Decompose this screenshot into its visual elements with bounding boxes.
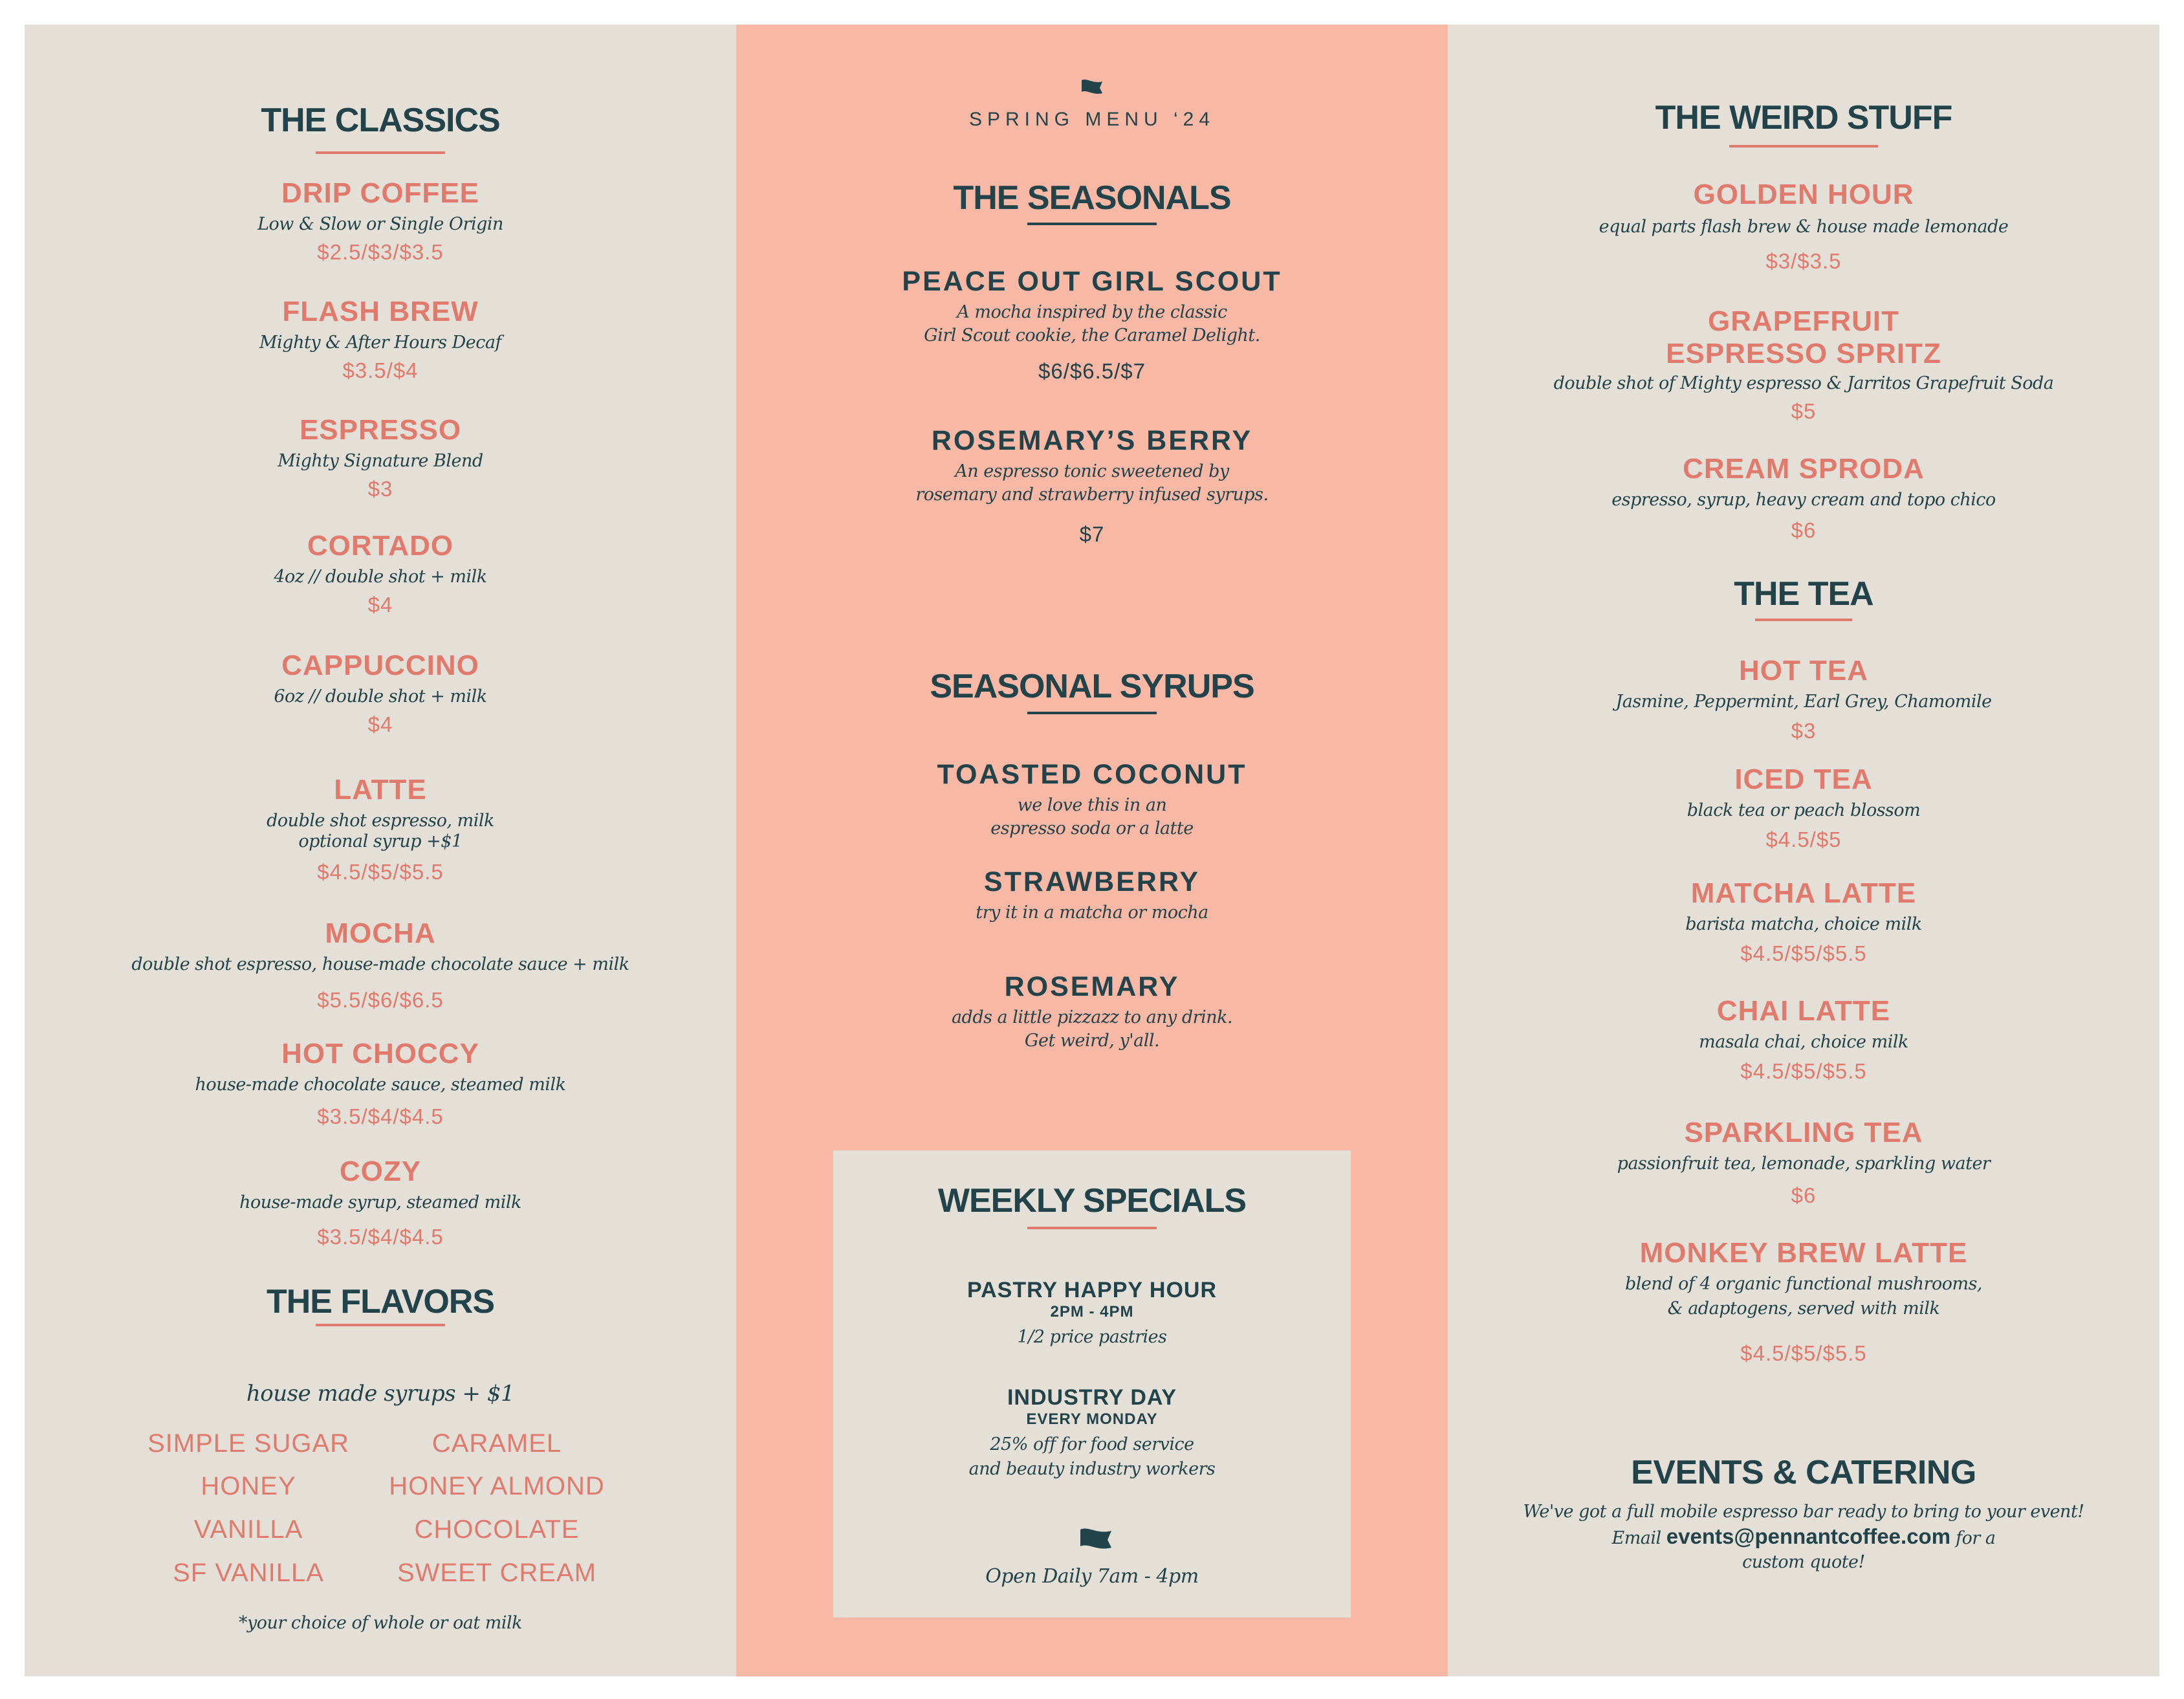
menu-item-desc: & adaptogens, served with milk (1667, 1299, 1940, 1319)
flavors-subtitle: house made syrups + $1 (246, 1381, 515, 1407)
menu-item-desc: 6oz // double shot + milk (274, 686, 487, 707)
specials-title: WEEKLY SPECIALS (937, 1182, 1247, 1220)
flavors-underline (316, 1324, 445, 1326)
menu-item-name: DRIP COFFEE (281, 177, 479, 209)
menu-item-name: ICED TEA (1734, 763, 1873, 795)
menu-item-price: $4 (367, 712, 393, 736)
menu-item-desc: Mighty Signature Blend (278, 451, 483, 471)
menu-item-name: HOT TEA (1738, 655, 1869, 686)
syrup-item-name: TOASTED COCONUT (937, 759, 1247, 790)
seasonal-item-desc: An espresso tonic sweetened by (955, 461, 1229, 481)
menu-item-price: $6 (1791, 1183, 1817, 1207)
seasonal-item-desc: rosemary and strawberry infused syrups. (915, 485, 1269, 505)
classics-underline (316, 151, 445, 154)
seasonals-underline (1027, 223, 1157, 225)
menu-item-price: $3/$3.5 (1765, 249, 1842, 273)
menu-item-name: MOCHA (325, 917, 436, 949)
menu-item-desc: espresso, syrup, heavy cream and topo chico (1611, 490, 1996, 510)
syrup-item-desc: we love this in an (1017, 795, 1167, 815)
menu-item-desc: double shot espresso, house-made chocolate sauce + milk (131, 954, 629, 974)
flavor-item: HONEY ALMOND (389, 1472, 605, 1500)
menu-item-desc: masala chai, choice milk (1699, 1032, 1908, 1052)
menu-item-price: $3.5/$4/$4.5 (317, 1225, 444, 1249)
seasonal-item-name: PEACE OUT GIRL SCOUT (902, 266, 1282, 297)
menu-item-name: SPARKLING TEA (1684, 1117, 1923, 1148)
menu-item-desc: house-made syrup, steamed milk (239, 1192, 521, 1212)
menu-item-name: LATTE (334, 774, 427, 806)
opening-hours: Open Daily 7am - 4pm (985, 1565, 1199, 1588)
menu-season-label: SPRING MENU ‘24 (968, 109, 1216, 130)
menu-item-desc: black tea or peach blossom (1687, 800, 1921, 820)
menu-item-name: HOT CHOCCY (281, 1038, 479, 1069)
flavors-title: THE FLAVORS (266, 1283, 495, 1321)
menu-item-desc: double shot of Mighty espresso & Jarritos Grapefruit Soda (1553, 373, 2054, 393)
syrups-underline (1027, 712, 1157, 714)
syrup-item-desc: try it in a matcha or mocha (976, 903, 1208, 923)
seasonal-item-name: ROSEMARY’S BERRY (931, 425, 1253, 456)
menu-item-name: CREAM SPRODA (1683, 453, 1925, 485)
menu-item-name: ESPRESSO (299, 414, 462, 446)
menu-item-desc: Mighty & After Hours Decaf (259, 333, 501, 353)
menu-item-desc: equal parts flash brew & house made lemonade (1599, 217, 2009, 237)
special-desc: 1/2 price pastries (1017, 1327, 1167, 1347)
menu-item-name: MATCHA LATTE (1690, 877, 1917, 909)
syrup-item-name: ROSEMARY (1004, 971, 1180, 1002)
flavor-item: CARAMEL (431, 1429, 562, 1458)
menu-item-desc: Jasmine, Peppermint, Earl Grey, Chamomile (1615, 692, 1992, 712)
pennant-flag-icon (1079, 1526, 1113, 1551)
flavor-item: SIMPLE SUGAR (147, 1429, 350, 1458)
menu-item-price: $5 (1791, 399, 1817, 423)
seasonal-item-price: $7 (1079, 522, 1105, 546)
syrup-item-name: STRAWBERRY (983, 866, 1201, 897)
events-title: EVENTS & CATERING (1631, 1454, 1976, 1491)
events-desc: custom quote! (1742, 1552, 1865, 1572)
events-desc: We've got a full mobile espresso bar ready to bring to your event! (1523, 1502, 2084, 1522)
weekly-specials-box (833, 1150, 1351, 1617)
syrup-item-desc: Get weird, y'all. (1024, 1031, 1160, 1051)
menu-item-desc: barista matcha, choice milk (1685, 914, 1922, 934)
menu-item-price: $4.5/$5/$5.5 (1740, 1059, 1867, 1083)
syrups-title: SEASONAL SYRUPS (930, 668, 1254, 705)
menu-item-name: CHAI LATTE (1716, 995, 1891, 1027)
special-name: PASTRY HAPPY HOUR (966, 1278, 1218, 1302)
classics-title: THE CLASSICS (261, 102, 500, 139)
special-desc: 25% off for food service (990, 1434, 1194, 1454)
special-name: INDUSTRY DAY (1007, 1385, 1177, 1410)
flavor-item: HONEY (201, 1472, 296, 1500)
menu-item-desc: double shot espresso, milk (267, 811, 494, 831)
menu-item-price: $4 (367, 593, 393, 617)
menu-item-name: COZY (339, 1156, 422, 1187)
menu-item-desc: optional syrup +$1 (298, 831, 463, 851)
events-email-line (1448, 1526, 2159, 1550)
menu-item-price: $4.5/$5/$5.5 (317, 860, 444, 884)
menu-item-name: FLASH BREW (282, 296, 479, 327)
syrup-item-desc: espresso soda or a latte (990, 818, 1194, 839)
events-email-link[interactable]: events@pennantcoffee.com (1666, 1524, 1951, 1548)
panel-seasonals (736, 25, 1448, 1676)
flavor-item: SWEET CREAM (397, 1559, 597, 1587)
menu-item-name: ESPRESSO SPRITZ (1666, 338, 1941, 369)
syrup-item-desc: adds a little pizzazz to any drink. (951, 1007, 1233, 1027)
pennant-flag-icon (1080, 78, 1104, 97)
menu-item-desc: passionfruit tea, lemonade, sparkling water (1617, 1154, 1991, 1174)
menu-item-price: $3.5/$4 (342, 358, 419, 382)
menu-item-price: $3 (1791, 719, 1817, 743)
events-email-prefix: Email (1611, 1528, 1661, 1548)
menu-item-name: GOLDEN HOUR (1693, 179, 1914, 210)
seasonal-item-price: $6/$6.5/$7 (1038, 359, 1146, 383)
special-sub: EVERY MONDAY (1026, 1410, 1158, 1428)
tea-underline (1755, 619, 1852, 621)
menu-item-price: $4.5/$5 (1765, 828, 1842, 851)
special-desc: and beauty industry workers (968, 1459, 1216, 1479)
seasonal-item-desc: Girl Scout cookie, the Caramel Delight. (924, 325, 1260, 345)
panel-classics (25, 25, 736, 1676)
menu-item-price: $4.5/$5/$5.5 (1740, 1341, 1867, 1365)
menu-item-price: $3 (367, 477, 393, 501)
menu-item-name: GRAPEFRUIT (1708, 305, 1899, 337)
menu-item-desc: Low & Slow or Single Origin (257, 214, 503, 234)
seasonals-title: THE SEASONALS (953, 179, 1231, 217)
special-sub: 2PM - 4PM (1050, 1303, 1134, 1321)
menu-item-price: $4.5/$5/$5.5 (1740, 941, 1867, 965)
menu-item-desc: 4oz // double shot + milk (274, 567, 487, 587)
weird-title: THE WEIRD STUFF (1655, 99, 1952, 137)
menu-item-name: MONKEY BREW LATTE (1639, 1237, 1968, 1269)
menu-item-price: $2.5/$3/$3.5 (317, 240, 444, 264)
flavor-item: SF VANILLA (173, 1559, 324, 1587)
seasonal-item-desc: A mocha inspired by the classic (957, 302, 1227, 322)
weird-underline (1729, 145, 1878, 148)
menu-item-price: $6 (1791, 518, 1817, 542)
milk-note: *your choice of whole or oat milk (238, 1613, 523, 1633)
tea-title: THE TEA (1734, 575, 1873, 613)
menu-item-name: CAPPUCCINO (281, 650, 479, 681)
menu-item-price: $5.5/$6/$6.5 (317, 988, 444, 1012)
menu-item-desc: house-made chocolate sauce, steamed milk (195, 1075, 566, 1095)
events-email-suffix: for a (1956, 1528, 1996, 1548)
menu-item-price: $3.5/$4/$4.5 (317, 1104, 444, 1128)
specials-underline (1027, 1227, 1157, 1229)
flavor-item: CHOCOLATE (414, 1515, 580, 1544)
menu-item-desc: blend of 4 organic functional mushrooms, (1624, 1274, 1983, 1294)
flavor-item: VANILLA (193, 1515, 303, 1544)
panel-weird-stuff (1448, 25, 2159, 1676)
menu-item-name: CORTADO (307, 530, 454, 562)
